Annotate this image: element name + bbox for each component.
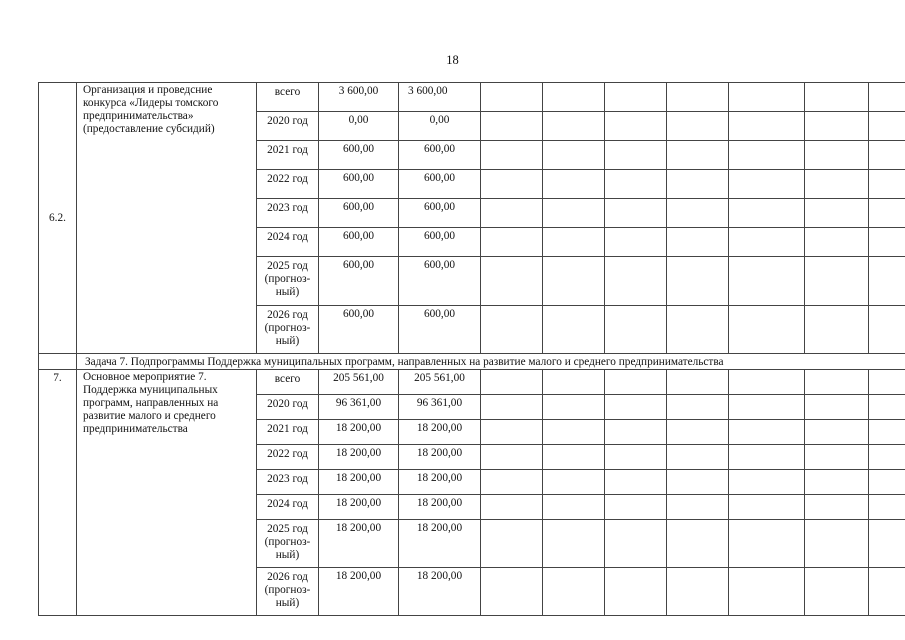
- section-title: Организация и проведсние конкурса «Лидеры томского предпринимательства» (предоставление субсидий): [77, 83, 257, 354]
- budget-table: [38, 82, 905, 616]
- total-value: 18 200,00: [319, 495, 399, 520]
- year-cell: 2020 год: [257, 395, 319, 420]
- year-cell: 2021 год: [257, 141, 319, 170]
- budget-value: 600,00: [399, 170, 481, 199]
- year-cell: 2022 год: [257, 445, 319, 470]
- year-cell: 2024 год: [257, 228, 319, 257]
- year-cell: 2022 год: [257, 170, 319, 199]
- total-value: 18 200,00: [319, 445, 399, 470]
- year-cell: 2021 год: [257, 420, 319, 445]
- year-cell: 2025 год (прогноз-ный): [257, 257, 319, 306]
- total-value: 18 200,00: [319, 470, 399, 495]
- budget-value: 600,00: [399, 141, 481, 170]
- budget-value: 0,00: [399, 112, 481, 141]
- total-value: 600,00: [319, 306, 399, 354]
- table-row: [39, 83, 905, 112]
- section-title: Основное мероприятие 7. Поддержка муниципальных программ, направленных на развитие малого и среднего предпринимательства: [77, 370, 257, 616]
- year-cell: 2023 год: [257, 470, 319, 495]
- total-value: 600,00: [319, 141, 399, 170]
- year-cell: 2023 год: [257, 199, 319, 228]
- year-cell: 2026 год (прогноз-ный): [257, 568, 319, 616]
- budget-value: 96 361,00: [399, 395, 481, 420]
- year-cell: 2024 год: [257, 495, 319, 520]
- total-value: 18 200,00: [319, 420, 399, 445]
- total-value: 96 361,00: [319, 395, 399, 420]
- total-value: 18 200,00: [319, 520, 399, 568]
- total-value: 18 200,00: [319, 568, 399, 616]
- task-row: [39, 354, 905, 370]
- budget-value: 600,00: [399, 257, 481, 306]
- year-cell: 2020 год: [257, 112, 319, 141]
- total-value: 600,00: [319, 228, 399, 257]
- budget-value: 3 600,00: [399, 83, 481, 112]
- total-value: 205 561,00: [319, 370, 399, 395]
- budget-value: 18 200,00: [399, 520, 481, 568]
- year-cell: всего: [257, 370, 319, 395]
- table-row: [39, 370, 905, 395]
- year-cell: 2025 год (прогноз-ный): [257, 520, 319, 568]
- year-cell: 2026 год (прогноз-ный): [257, 306, 319, 354]
- budget-value: 600,00: [399, 228, 481, 257]
- total-value: 600,00: [319, 170, 399, 199]
- year-cell: всего: [257, 83, 319, 112]
- budget-value: 18 200,00: [399, 470, 481, 495]
- total-value: 3 600,00: [319, 83, 399, 112]
- budget-value: 18 200,00: [399, 420, 481, 445]
- total-value: 600,00: [319, 199, 399, 228]
- total-value: 0,00: [319, 112, 399, 141]
- page-number: 18: [446, 53, 459, 67]
- section-code: 6.2.: [39, 83, 77, 354]
- budget-value: 600,00: [399, 306, 481, 354]
- budget-value: 18 200,00: [399, 568, 481, 616]
- section-code: 7.: [39, 370, 77, 616]
- budget-value: 18 200,00: [399, 445, 481, 470]
- task-title: Задача 7. Подпрограммы Поддержка муниципальных программ, направленных на развитие малого и среднего предпринимательства: [77, 354, 905, 370]
- total-value: 600,00: [319, 257, 399, 306]
- budget-value: 205 561,00: [399, 370, 481, 395]
- budget-value: 18 200,00: [399, 495, 481, 520]
- budget-value: 600,00: [399, 199, 481, 228]
